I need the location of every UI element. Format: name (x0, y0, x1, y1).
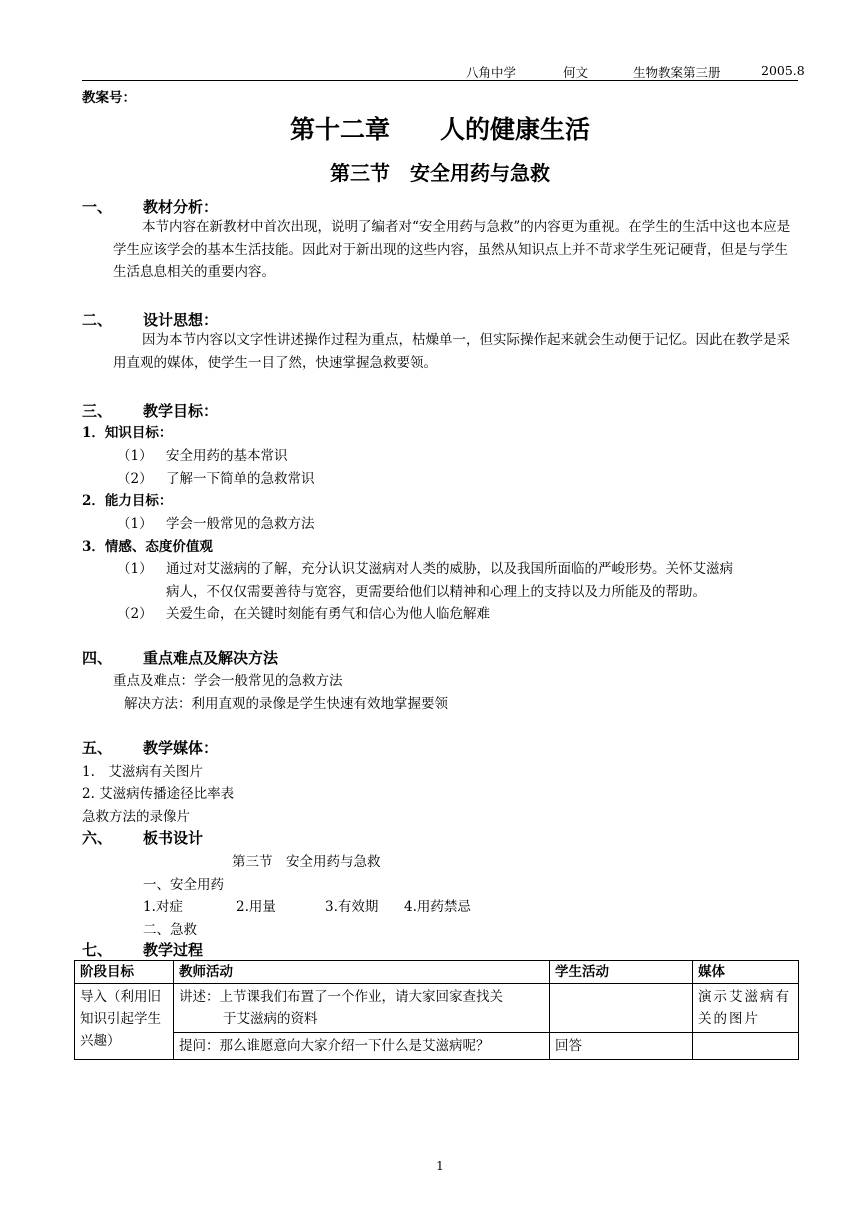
goal-3a-text-line2: 病人，不仅仅需要善待与宽容，更需要给他们以精神和心理上的支持以及力所能及的帮助。 (166, 584, 706, 600)
table-header-cell: 媒体 (693, 961, 799, 984)
section-title: 第三节 安全用药与急救 (330, 161, 550, 185)
goal-3b-text: 关爱生命，在关键时刻能有勇气和信心为他人临危解难 (166, 606, 490, 622)
table-header-cell: 阶段目标 (75, 961, 174, 984)
media-item-2: 2. 艾滋病传播途径比率表 (82, 786, 235, 802)
goal-3b-number: （2） (117, 606, 153, 622)
media-cell: 演示艾滋病有关的图片 (693, 984, 799, 1033)
goal-3a-number: （1） (117, 561, 153, 577)
section-5-number: 五、 (82, 739, 113, 757)
teacher-activity-cell (174, 984, 550, 1033)
section-5-title: 教学媒体： (143, 739, 219, 757)
goal-1b-text: 了解一下简单的急救常识 (166, 471, 315, 487)
goal-2a-text: 学会一般常见的急救方法 (166, 516, 315, 532)
student-activity-cell (550, 984, 693, 1033)
board-item-1: 一、安全用药 (143, 877, 224, 893)
section-1-number: 一、 (82, 198, 113, 216)
chapter-title: 第十二章 人的健康生活 (289, 115, 590, 144)
table-header-cell: 学生活动 (550, 961, 693, 984)
goal-1b-number: （2） (117, 471, 153, 487)
teaching-process-table (74, 960, 799, 1060)
board-title: 第三节 安全用药与急救 (232, 854, 381, 870)
goal-1a-text: 安全用药的基本常识 (166, 448, 288, 464)
media-cell (693, 1033, 799, 1060)
section-6-title: 板书设计 (143, 829, 204, 847)
header-date: 2005.8 (761, 63, 805, 78)
table-header-cell: 教师活动 (174, 961, 550, 984)
table-row (75, 1033, 799, 1060)
goal-1a-number: （1） (117, 448, 153, 464)
student-activity-cell: 回答 (550, 1033, 693, 1060)
board-item-1-4: 4.用药禁忌 (404, 899, 471, 915)
section-7-title: 教学过程 (143, 941, 204, 959)
stage-cell: 导入（利用旧知识引起学生兴趣） (75, 984, 174, 1060)
section-2-title: 设计思想： (143, 311, 219, 329)
section-4-title: 重点难点及解决方法 (143, 649, 279, 667)
section-6-number: 六、 (82, 829, 113, 847)
teacher-activity-cell: 提问：那么谁愿意向大家介绍一下什么是艾滋病呢？ (174, 1033, 550, 1060)
board-item-1-3: 3.有效期 (325, 899, 379, 915)
section-1-title: 教材分析： (143, 198, 219, 216)
header-teacher: 何文 (563, 65, 589, 80)
goal-3a-text-line1: 通过对艾滋病的了解，充分认识艾滋病对人类的威胁，以及我国所面临的严峻形势。关怀艾滋病 (166, 561, 733, 577)
goal-2a-number: （1） (117, 516, 153, 532)
section-3-title: 教学目标： (143, 402, 219, 420)
table-row (75, 984, 799, 1033)
section-4-number: 四、 (82, 649, 113, 667)
board-item-2: 二、急救 (143, 922, 197, 938)
board-item-1-2: 2.用量 (236, 899, 276, 915)
solution-line: 解决方法：利用直观的录像是学生快速有效地掌握要领 (124, 696, 448, 712)
page-number: 1 (436, 1159, 444, 1173)
goal-1-heading: 1．知识目标： (82, 425, 173, 441)
goal-3-heading: 3．情感、态度价值观 (82, 539, 213, 555)
section-7-number: 七、 (82, 941, 113, 959)
media-item-1: 1. 艾滋病有关图片 (82, 764, 203, 780)
header-rule (82, 80, 798, 81)
goal-2-heading: 2．能力目标： (82, 493, 173, 509)
section-2-number: 二、 (82, 311, 113, 329)
section-2-text: 因为本节内容以文字性讲述操作过程为重点，枯燥单一，但实际操作起来就会生动便于记忆。因此在教学是采用直观的媒体，使学生一目了然，快速掌握急救要领。 (113, 332, 790, 371)
teacher-activity-line1: 讲述：上节课我们布置了一个作业，请大家回家查找关 (179, 989, 503, 1005)
key-points-line: 重点及难点：学会一般常见的急救方法 (113, 673, 343, 689)
plan-number-label: 教案号： (82, 90, 136, 106)
board-item-1-1: 1.对症 (143, 899, 183, 915)
table-header-row (75, 961, 799, 984)
section-3-number: 三、 (82, 402, 113, 420)
header-school: 八角中学 (466, 65, 517, 80)
media-item-3: 急救方法的录像片 (82, 809, 190, 825)
header-book: 生物教案第三册 (633, 65, 721, 80)
section-1-text: 本节内容在新教材中首次出现，说明了编者对“安全用药与急救”的内容更为重视。在学生的生活中这也本应是学生应该学会的基本生活技能。因此对于新出现的这些内容，虽然从知识点上并不苛求学生死记硬背，但是与学生生活息息相关的重要内容。 (113, 219, 791, 280)
teacher-activity-line2: 于艾滋病的资料 (223, 1011, 318, 1027)
